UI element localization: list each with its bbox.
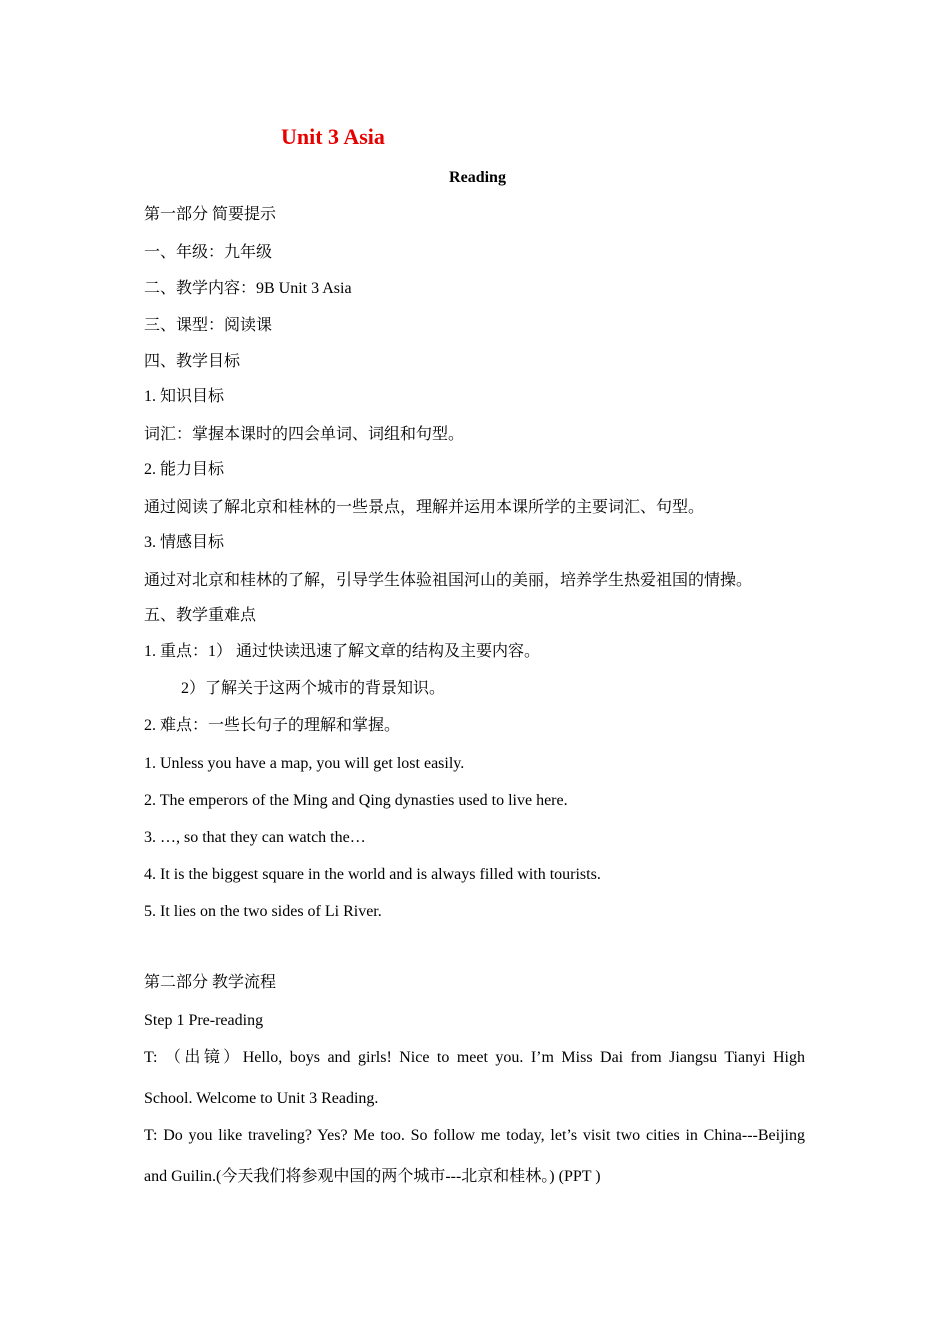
goal2-text: 通过阅读了解北京和桂林的一些景点，理解并运用本课所学的主要词汇、句型。	[144, 499, 705, 516]
sentence-item: 1. Unless you have a map, you will get lost easily.	[144, 755, 465, 772]
type-line: 三、课型：阅读课	[144, 317, 273, 334]
teacher-line-1b: School. Welcome to Unit 3 Reading.	[144, 1090, 379, 1107]
goals-heading: 四、教学目标	[144, 353, 241, 370]
teacher-line-1a: T: （出镜）Hello, boys and girls! Nice to meet you. I’m Miss Dai from Jiangsu Tianyi High	[144, 1049, 805, 1066]
document-title: Unit 3 Asia	[281, 124, 385, 149]
step1-heading: Step 1 Pre-reading	[144, 1012, 264, 1029]
document-subtitle: Reading	[449, 169, 506, 186]
goal1-text: 词汇：掌握本课时的四会单词、词组和句型。	[144, 426, 465, 443]
key-point-1: 1. 重点：1） 通过快读迅速了解文章的结构及主要内容。	[144, 643, 541, 660]
key-point-2: 2. 难点：一些长句子的理解和掌握。	[144, 717, 401, 734]
goal3-text: 通过对北京和桂林的了解，引导学生体验祖国河山的美丽，培养学生热爱祖国的情操。	[144, 572, 753, 589]
teacher-line-2b: and Guilin.(今天我们将参观中国的两个城市---北京和桂林。) (PPT )	[144, 1168, 601, 1185]
sentence-item: 3. …, so that they can watch the…	[144, 829, 366, 846]
goal1-heading: 1. 知识目标	[144, 388, 225, 405]
goal2-heading: 2. 能力目标	[144, 461, 225, 478]
part1-heading: 第一部分 简要提示	[144, 206, 277, 223]
goal3-heading: 3. 情感目标	[144, 534, 225, 551]
sentence-item: 5. It lies on the two sides of Li River.	[144, 903, 382, 920]
key-heading: 五、教学重难点	[144, 607, 257, 624]
teacher-line-2a: T: Do you like traveling? Yes? Me too. So follow me today, let’s visit two cities in China---Beijing	[144, 1127, 805, 1144]
sentence-item: 2. The emperors of the Ming and Qing dynasties used to live here.	[144, 792, 568, 809]
part2-heading: 第二部分 教学流程	[144, 974, 277, 991]
grade-line: 一、年级：九年级	[144, 244, 273, 261]
sentence-item: 4. It is the biggest square in the world and is always filled with tourists.	[144, 866, 601, 883]
content-line: 二、教学内容：9B Unit 3 Asia	[144, 280, 352, 297]
key-point-1b: 2）了解关于这两个城市的背景知识。	[181, 680, 446, 697]
